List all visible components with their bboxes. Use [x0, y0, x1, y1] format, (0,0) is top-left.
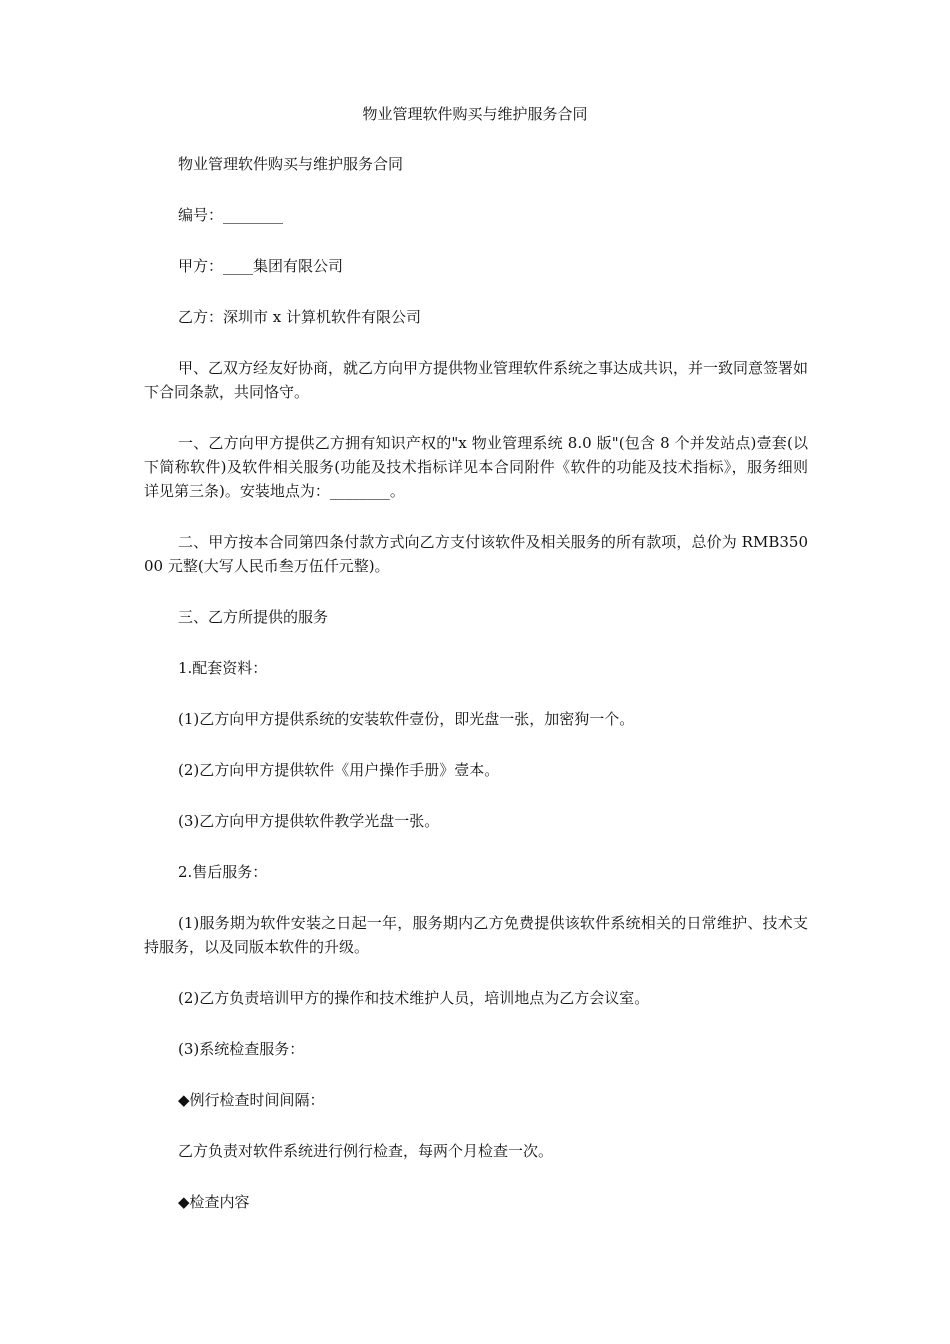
paragraph-materials-2: (2)乙方向甲方提供软件《用户操作手册》壹本。 — [178, 761, 500, 779]
paragraph-inspection-content: ◆检查内容 — [178, 1193, 250, 1211]
paragraph-after-sales-1: (1)服务期为软件安装之日起一年，服务期内乙方免费提供该软件系统相关的日常维护、技术支持服务，以及同版本软件的升级。 — [144, 914, 808, 956]
paragraph-inspection-interval: ◆例行检查时间间隔： — [178, 1091, 325, 1109]
paragraph-party-b: 乙方：深圳市 x 计算机软件有限公司 — [178, 308, 421, 326]
paragraph-clause-3: 三、乙方所提供的服务 — [178, 608, 329, 626]
document-body — [144, 152, 808, 1241]
document-title: 物业管理软件购买与维护服务合同 — [362, 105, 588, 123]
paragraph-clause-1: 一、乙方向甲方提供乙方拥有知识产权的"x 物业管理系统 8.0 版"(包含 8 个并发站点)壹套(以下简称软件)及软件相关服务(功能及技术指标详见本合同附件《软件的功能及技术指标》，服务细则详见第三条)。安装地点为：________。 — [144, 434, 808, 500]
paragraph-after-sales-3: (3)系统检查服务： — [178, 1040, 305, 1058]
paragraph-materials: 1.配套资料： — [178, 659, 268, 677]
paragraph-materials-3: (3)乙方向甲方提供软件教学光盘一张。 — [178, 812, 440, 830]
paragraph-after-sales: 2.售后服务： — [178, 863, 268, 881]
paragraph-party-a: 甲方：____集团有限公司 — [178, 257, 344, 275]
paragraph-inspection-frequency: 乙方负责对软件系统进行例行检查，每两个月检查一次。 — [178, 1142, 554, 1160]
paragraph-clause-2: 二、甲方按本合同第四条付款方式向乙方支付该软件及相关服务的所有款项，总价为 RMB35000 元整(大写人民币叁万伍仟元整)。 — [144, 533, 808, 575]
paragraph-heading: 物业管理软件购买与维护服务合同 — [178, 155, 404, 173]
paragraph-contract-number: 编号：________ — [178, 206, 284, 224]
paragraph-materials-1: (1)乙方向甲方提供系统的安装软件壹份，即光盘一张，加密狗一个。 — [178, 710, 635, 728]
paragraph-preamble: 甲、乙双方经友好协商，就乙方向甲方提供物业管理软件系统之事达成共识，并一致同意签署如下合同条款，共同恪守。 — [144, 359, 809, 401]
paragraph-after-sales-2: (2)乙方负责培训甲方的操作和技术维护人员，培训地点为乙方会议室。 — [178, 989, 650, 1007]
